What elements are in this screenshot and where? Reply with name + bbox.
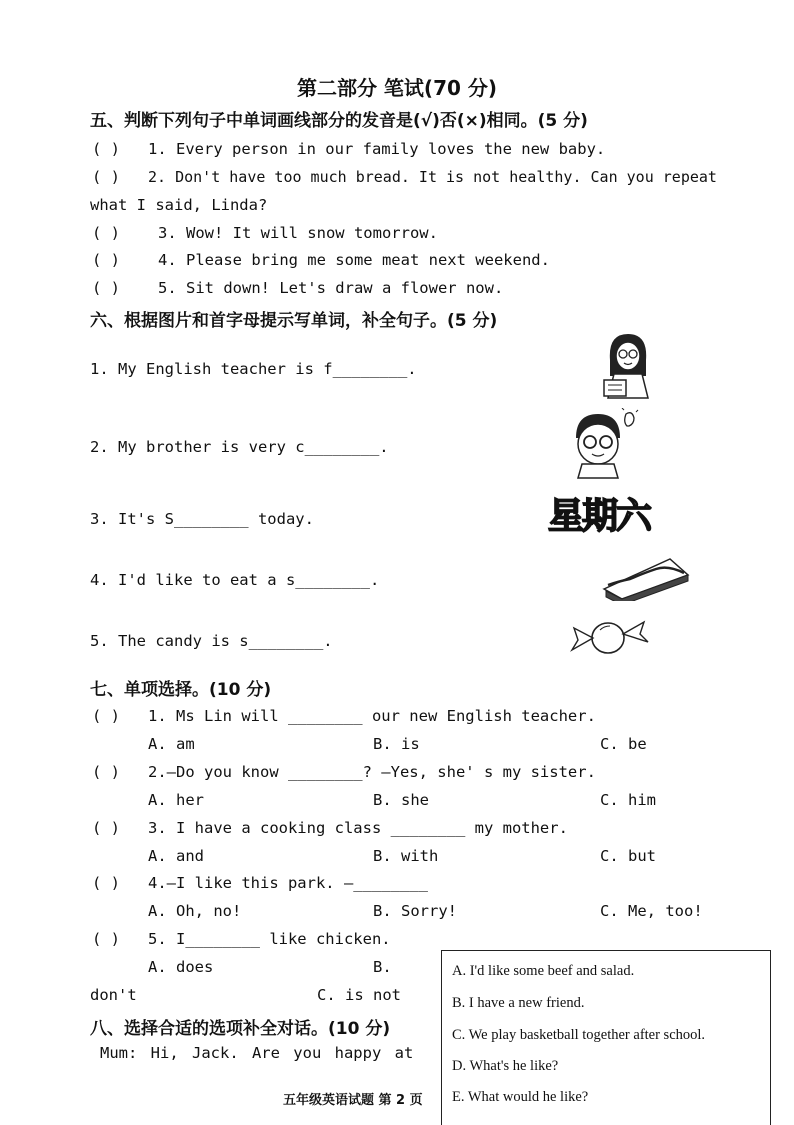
dialogue-option-a[interactable]: A. I'd like some beef and salad. (452, 963, 635, 979)
answer-paren[interactable]: ( ) (92, 140, 120, 158)
question-text: 4. Please bring me some meat next weekend. (158, 251, 550, 269)
fill-sentence[interactable]: 4. I'd like to eat a s________. (90, 571, 380, 589)
section-5-heading: 五、判断下列句子中单词画线部分的发音是(√)否(×)相同。(5 分) (90, 111, 588, 131)
mc-question: 2.—Do you know ________? —Yes, she' s my sister. (148, 763, 596, 781)
dialogue-option-e[interactable]: E. What would he like? (452, 1089, 589, 1105)
candy-picture (570, 610, 650, 660)
question-text: 3. Wow! It will snow tomorrow. (158, 224, 438, 242)
saturday-picture: 星期六 (548, 496, 651, 537)
answer-paren[interactable]: ( ) (92, 819, 120, 837)
option-b[interactable]: B. Sorry! (373, 902, 457, 920)
mc-question: 3. I have a cooking class ________ my mother. (148, 819, 568, 837)
dialogue-line: Mum: Hi, Jack. Are you happy at (100, 1044, 414, 1062)
mc-question: 4.—I like this park. —________ (148, 874, 428, 892)
option-a[interactable]: A. am (148, 735, 195, 753)
answer-paren[interactable]: ( ) (92, 930, 120, 948)
option-c[interactable]: C. is not (317, 986, 401, 1004)
fill-sentence[interactable]: 3. It's S________ today. (90, 510, 314, 528)
fill-sentence[interactable]: 1. My English teacher is f________. (90, 360, 417, 378)
option-b[interactable]: B. with (373, 847, 439, 865)
page-footer: 五年级英语试题 第 2 页 (283, 1093, 423, 1108)
option-b[interactable]: B. she (373, 791, 429, 809)
option-b[interactable]: B. (373, 958, 392, 976)
dialogue-option-d[interactable]: D. What's he like? (452, 1058, 559, 1074)
option-a[interactable]: A. Oh, no! (148, 902, 242, 920)
mc-question: 1. Ms Lin will ________ our new English teacher. (148, 707, 596, 725)
option-c[interactable]: C. Me, too! (600, 902, 703, 920)
answer-paren[interactable]: ( ) (92, 251, 120, 269)
answer-paren[interactable]: ( ) (92, 707, 120, 725)
mc-question: 5. I________ like chicken. (148, 930, 391, 948)
fill-sentence[interactable]: 5. The candy is s________. (90, 632, 333, 650)
answer-paren[interactable]: ( ) (92, 763, 120, 781)
option-a[interactable]: A. and (148, 847, 204, 865)
option-c[interactable]: C. be (600, 735, 647, 753)
answer-paren[interactable]: ( ) (92, 874, 120, 892)
sandwich-picture (600, 555, 692, 601)
option-b[interactable]: B. is (373, 735, 420, 753)
teacher-picture (598, 330, 658, 402)
clever-boy-picture (568, 408, 640, 480)
answer-paren[interactable]: ( ) (92, 279, 120, 297)
question-text: 5. Sit down! Let's draw a flower now. (158, 279, 504, 297)
option-c[interactable]: C. him (600, 791, 656, 809)
section-7-heading: 七、单项选择。(10 分) (90, 680, 272, 700)
question-text: 1. Every person in our family loves the new baby. (148, 140, 606, 158)
section-8-heading: 八、选择合适的选项补全对话。(10 分) (90, 1019, 391, 1039)
answer-paren[interactable]: ( ) (92, 224, 120, 242)
question-text: 2. Don't have too much bread. It is not healthy. Can you repeat (148, 168, 717, 186)
option-c[interactable]: C. but (600, 847, 656, 865)
dialogue-option-c[interactable]: C. We play basketball together after school. (452, 1027, 706, 1043)
option-b-wrap[interactable]: don't (90, 986, 137, 1004)
section-6-heading: 六、根据图片和首字母提示写单词，补全句子。(5 分) (90, 311, 498, 331)
fill-sentence[interactable]: 2. My brother is very c________. (90, 438, 389, 456)
options-box (441, 950, 771, 1125)
dialogue-option-b[interactable]: B. I have a new friend. (452, 995, 585, 1011)
option-a[interactable]: A. does (148, 958, 214, 976)
option-a[interactable]: A. her (148, 791, 204, 809)
answer-paren[interactable]: ( ) (92, 168, 120, 186)
page-title: 第二部分 笔试(70 分) (296, 76, 498, 100)
question-text-wrap: what I said, Linda? (90, 196, 268, 214)
